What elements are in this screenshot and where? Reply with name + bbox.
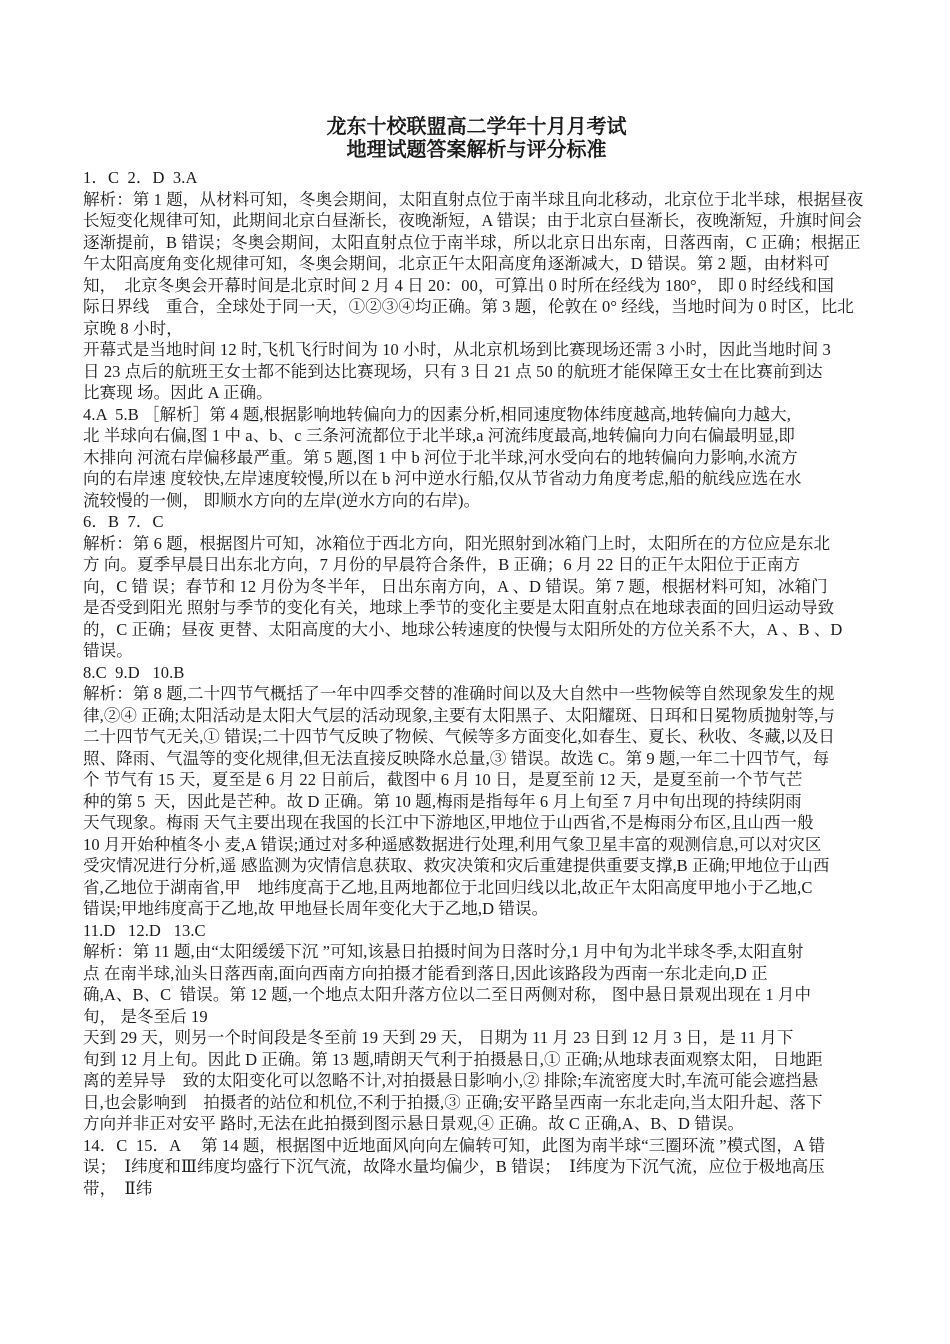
text-line: 际日界线 重合，全球处于同一天，①②③④均正确。第 3 题，伦敦在 0° 经线，当地时间为 0 时区，比北 <box>83 297 854 316</box>
text-line: 个 节气有 15 天，夏至是 6 月 22 日前后，截图中 6 月 10 日，是夏至前 12 天，是夏至前一个节气芒 <box>83 770 803 789</box>
text-line: 木排向 河流右岸偏移最严重。第 5 题,图 1 中 b 河位于北半球,河水受向右的地转偏向力影响,水流方 <box>83 447 798 467</box>
text-line: 长短变化规律可知，此期间北京白昼渐长，夜晚渐短，A 错误；由于北京白昼渐长，夜晚渐短，升旗时间会 <box>83 211 862 230</box>
document-title-line1: 龙东十校联盟高二学年十月月考试 <box>326 116 627 138</box>
text-line: 逐渐提前，B 错误；冬奥会期间，太阳直射点位于南半球，所以北京日出东南，日落西南，C 正确；根据正 <box>83 232 861 252</box>
text-line: 确,A、B、C 错误。第 12 题,一个地点太阳升落方位以二至日两侧对称， 图中悬日景观出现在 1 月中 <box>83 985 812 1004</box>
text-line: 午太阳高度角变化规律可知，冬奥会期间，北京正午太阳高度角逐渐减大，D 错误。第 2 题，由材料可 <box>83 254 830 273</box>
text-line: 流较慢的一侧， 即顺水方向的左岸(逆水方向的右岸)。 <box>83 490 481 510</box>
text-line: 种的第 5 天，因此是芒种。故 D 正确。第 10 题,梅雨是指每年 6 月上旬至 7 月中旬出现的持续阴雨 <box>83 791 802 811</box>
text-line: 方向并非正对安平 路时,无法在此拍摄到图示悬日景观,④ 正确。故 C 正确,A、B、D 错误。 <box>83 1114 745 1133</box>
text-line: 解析：第 1 题，从材料可知，冬奥会期间，太阳直射点位于南半球且向北移动，北京位于北半球，根据昼夜 <box>83 189 864 209</box>
text-line: 天到 29 天，则另一个时间段是冬至前 19 天到 29 天， 日期为 11 月 23 日到 12 月 3 日，是 11 月下 <box>83 1028 794 1047</box>
text-line: 的，C 正确；昼夜 更替、太阳高度的大小、地球公转速度的快慢与太阳所处的方位关系不大，A 、B 、D <box>83 619 843 639</box>
text-line: 点 在南半球,汕头日落西南,面向西南方向拍摄才能看到落日,因此该路段为西南一东北走向,D 正 <box>83 963 768 983</box>
text-line: 11.D 12.D 13.C <box>83 920 206 940</box>
text-line: 向的右岸速 度较快,左岸速度较慢,所以在 b 河中逆水行船,仅从节省动力角度考虑,船的航线应选在水 <box>83 469 802 488</box>
text-line: 14．C 15．A 第 14 题，根据图中近地面风向向左偏转可知，此图为南半球“三圈环流 ”模式图，A 错 <box>83 1135 826 1155</box>
text-line: 10 月开始种植冬小 麦,A 错误;通过对多种遥感数据进行处理,利用气象卫星丰富的观测信息,可以对灾区 <box>83 834 822 854</box>
text-line: 解析：第 8 题,二十四节气概括了一年中四季交替的准确时间以及大自然中一些物候等自然现象发生的规 <box>83 684 835 703</box>
text-line: 日 23 点后的航班王女士都不能到达比赛现场，只有 3 日 21 点 50 的航班才能保障王女士在比赛前到达 <box>83 361 823 381</box>
text-line: 旬， 是冬至后 19 <box>83 1006 208 1026</box>
text-line: 省,乙地位于湖南省,甲 地纬度高于乙地,且两地都位于北回归线以北,故正午太阳高度甲地小于乙地,C <box>83 877 813 897</box>
text-line: 带， Ⅱ纬 <box>83 1178 153 1198</box>
text-line: 向，C 错 误；春节和 12 月份为冬半年， 日出东南方向，A 、D 错误。第 7 题，根据材料可知，冰箱门 <box>83 576 828 596</box>
text-line: 错误。 <box>83 641 133 660</box>
text-line: 京晚 8 小时， <box>83 318 183 338</box>
text-line: 4.A 5.B ［解析］第 4 题,根据影响地转偏向力的因素分析,相同速度物体纬度越高,地转偏向力越大, <box>83 404 791 424</box>
text-line: 知， 北京冬奥会开幕时间是北京时间 2 月 4 日 20：00，可算出 0 时所在经线为 180°， 即 0 时经线和国 <box>83 275 834 295</box>
text-line: 日,也会影响到 拍摄者的站位和机位,不利于拍摄,③ 正确;安平路呈西南一东北走向,当太阳升起、落下 <box>83 1092 823 1112</box>
text-line: 北 半球向右偏,图 1 中 a、b、c 三条河流都位于北半球,a 河流纬度最高,地转偏向力向右偏最明显,即 <box>83 426 796 445</box>
text-line: 6．B 7．C <box>83 512 164 531</box>
text-line: 错误;甲地纬度高于乙地,故 甲地昼长周年变化大于乙地,D 错误。 <box>83 899 549 918</box>
text-line: 是否受到阳光 照射与季节的变化有关，地球上季节的变化主要是太阳直射点在地球表面的回归运动导致 <box>83 598 835 617</box>
text-line: 1．C 2．D 3.A <box>83 168 198 187</box>
text-line: 比赛现 场。因此 A 正确。 <box>83 383 273 402</box>
document-body <box>83 167 870 1199</box>
text-line: 照、降雨、气温等的变化规律,但无法直接反映降水总量,③ 错误。故选 C。第 9 题,一年二十四节气，每 <box>83 748 830 768</box>
text-line: 解析：第 11 题,由“太阳缓缓下沉 ”可知,该悬日拍摄时间为日落时分,1 月中旬为北半球冬季,太阳直射 <box>83 942 804 961</box>
text-line: 受灾情况进行分析,遥 感监测为灾情信息获取、救灾决策和灾后重建提供重要支撑,B 正确;甲地位于山西 <box>83 856 830 875</box>
document-title-line2: 地理试题答案解析与评分标准 <box>346 139 607 161</box>
text-line: 8.C 9.D 10.B <box>83 662 185 682</box>
text-line: 方 向。夏季早晨日出东北方向，7 月份的早晨符合条件，B 正确；6 月 22 日的正午太阳位于正南方 <box>83 555 801 574</box>
text-line: 天气现象。梅雨 天气主要出现在我国的长江中下游地区,甲地位于山西省,不是梅雨分布区,且山西一般 <box>83 813 814 832</box>
text-line: 离的差异导 致的太阳变化可以忽略不计,对拍摄悬日影响小,② 排除;车流密度大时,车流可能会遮挡悬 <box>83 1071 819 1090</box>
text-line: 开幕式是当地时间 12 时,飞机飞行时间为 10 小时，从北京机场到比赛现场还需 3 小时，因此当地时间 3 <box>83 340 831 359</box>
text-line: 律,②④ 正确;太阳活动是太阳大气层的活动现象,主要有太阳黑子、太阳耀斑、日珥和日冕物质抛射等,与 <box>83 705 835 725</box>
text-line: 解析：第 6 题，根据图片可知，冰箱位于西北方向，阳光照射到冰箱门上时，太阳所在的方位应是东北 <box>83 533 831 553</box>
text-line: 旬到 12 月上旬。因此 D 正确。第 13 题,晴朗天气利于拍摄悬日,① 正确;从地球表面观察太阳， 日地距 <box>83 1049 823 1069</box>
text-line: 误； Ⅰ纬度和Ⅲ纬度均盛行下沉气流，故降水量均偏少，B 错误； Ⅰ纬度为下沉气流，应位于极地高压 <box>83 1157 825 1176</box>
text-line: 二十四节气无关,① 错误;二十四节气反映了物候、气候等多方面变化,如春生、夏长、秋收、冬藏,以及日 <box>83 727 835 746</box>
